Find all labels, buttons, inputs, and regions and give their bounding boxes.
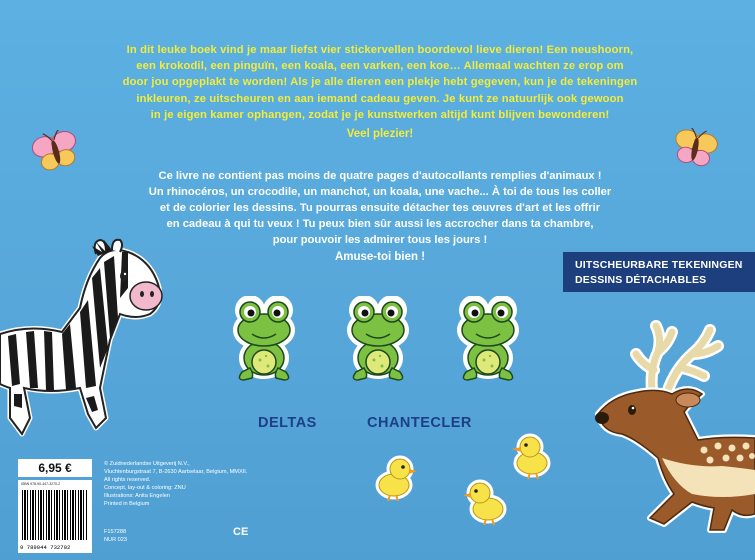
zebra-illustration [0,238,168,448]
publisher-chantecler: CHANTECLER [367,415,472,431]
intro-nl-line: een krokodil, een pinguïn, een koala, een varken, een koe… Allemaal wachten ze erop om [136,60,624,73]
intro-text-dutch [80,42,680,123]
chick-sticker-3 [462,478,508,528]
frog-sticker-2 [346,296,410,382]
frog-sticker-3 [456,296,520,382]
code-line: NUR 023 [104,537,128,543]
deer-illustration [592,318,755,540]
credit-line: Concept, lay-out & coloring: ZNU [104,485,186,491]
intro-nl-line: door jou opgeplakt te worden! Als je alle dieren een plekje hebt gegeven, kun je de tekeningen [122,76,638,89]
intro-nl-line: in je eigen kamer ophangen, zodat je je kunstwerken altijd kunt blijven bewonderen! [150,108,610,121]
barcode-icon [22,490,88,540]
intro-fr-line: Un rhinocéros, un crocodile, un manchot, un koala, une vache... À toi de tous les coller [148,186,612,198]
feature-tag-nl: UITSCHEURBARE TEKENINGEN [575,259,743,271]
intro-fr-line: et de colorier les dessins. Tu pourras ensuite détacher tes œuvres d'art et les offrir [159,202,601,214]
ce-mark-icon: CE [233,526,249,538]
butterfly-right-icon [672,128,718,170]
credit-line: Illustrations: Anita Engelen [104,493,170,499]
intro-fr-line: pour pouvoir les admirer tous les jours ! [272,234,488,246]
credit-line: All rights reserved. [104,477,151,483]
credit-line: Vluchtenburgstraat 7, B-2630 Aartselaar, Belgium, MMXII. [104,469,248,475]
credit-line: © Zuidnederlandse Uitgeverij N.V., [104,461,190,467]
intro-nl-line: inkleuren, ze uitscheuren en aan iemand cadeau geven. Je kunt ze natuurlijk ook gewoon [136,92,624,105]
feature-tag [563,252,755,292]
credits-block [104,460,247,544]
chick-sticker-1 [374,455,420,503]
frog-sticker-1 [232,296,296,382]
code-line: F157288 [104,529,127,535]
publisher-deltas: DELTAS [258,415,317,431]
closing-dutch: Veel plezier! [346,128,414,140]
intro-text-french [90,168,670,248]
intro-nl-line: In dit leuke boek vind je maar liefst vier stickervellen boordevol lieve dieren! Een neushoorn, [126,44,634,56]
chick-sticker-2 [508,433,554,481]
barcode-box [18,480,92,553]
credit-line: Printed in Belgium [104,501,150,507]
intro-fr-line: Ce livre ne contient pas moins de quatre pages d'autocollants remplies d'animaux ! [158,170,602,182]
butterfly-left-icon [32,130,80,174]
intro-fr-line: en cadeau à qui tu veux ! Tu peux bien sûr aussi les accrocher dans ta chambre, [166,218,594,230]
closing-french: Amuse-toi bien ! [334,251,426,263]
price-label: 6,95 € [18,459,92,477]
barcode-digits: 9 789044 732702 [20,544,71,551]
feature-tag-fr: DESSINS DÉTACHABLES [575,274,707,286]
isbn-text: ISBN 978-90-447-3270-2 [21,482,61,486]
